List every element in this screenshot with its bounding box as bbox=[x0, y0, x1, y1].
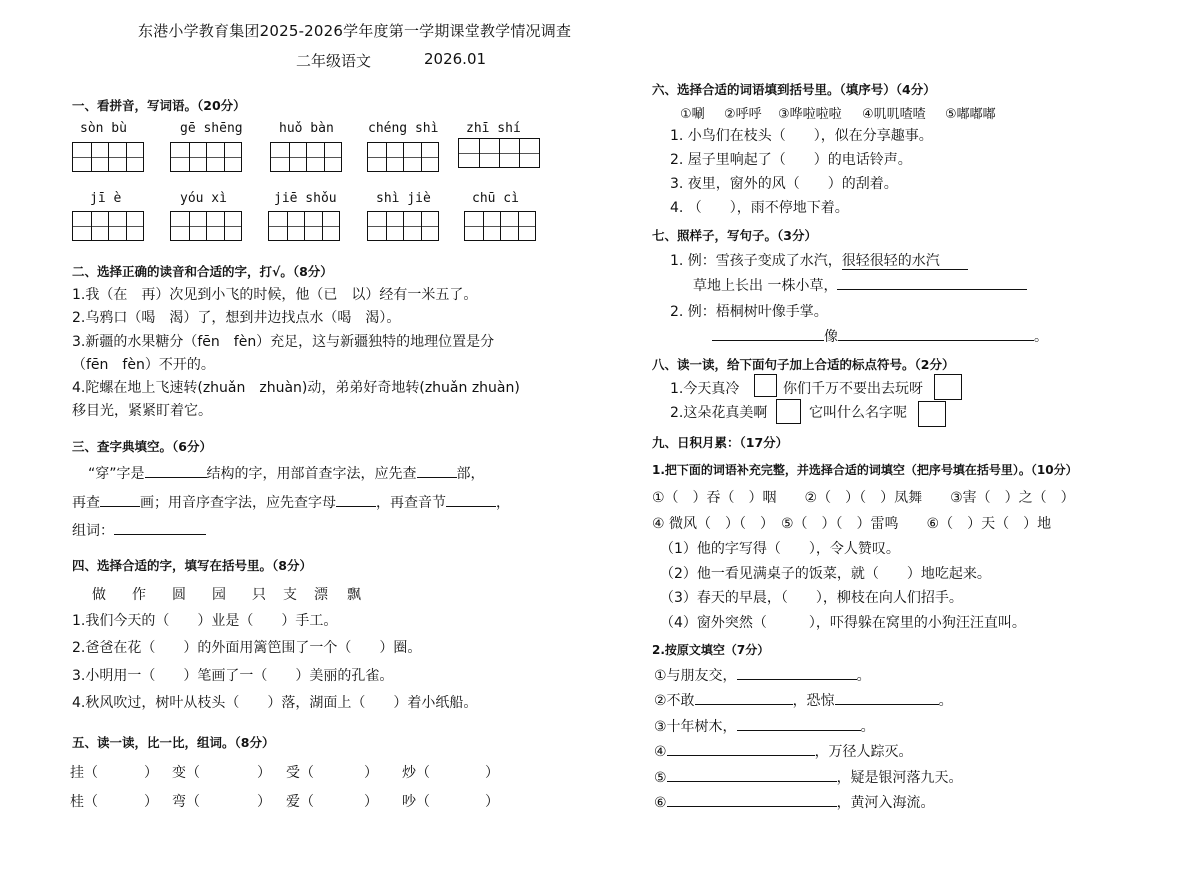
page-title: 东港小学教育集团2025-2026学年度第一学期课堂教学情况调查 bbox=[138, 22, 572, 40]
s9-fill-3 bbox=[654, 716, 875, 736]
s3-text-b: 结构的字，用部首查字法，应先查 bbox=[206, 466, 417, 482]
writing-grid-1[interactable] bbox=[72, 142, 144, 172]
s9-f1-text: ①与朋友交， bbox=[654, 668, 737, 684]
s9-f5-end: ，疑是银河落九天。 bbox=[836, 770, 963, 786]
blank-letter[interactable] bbox=[336, 492, 376, 507]
s4-char-4: 园 bbox=[212, 587, 226, 603]
s2-line-2: 2.乌鸦口（喝 渴）了，想到井边找点水（喝 渴）。 bbox=[72, 310, 401, 326]
s5-row2-a-close: ） bbox=[144, 794, 158, 810]
s4-char-1: 做 bbox=[92, 587, 106, 603]
s5-row1-a: 挂（ bbox=[70, 765, 98, 781]
s3-text-e: 画；用音序查字法，应先查字母 bbox=[140, 495, 336, 511]
s4-char-5: 只 bbox=[252, 587, 266, 603]
s4-line-2: 2.爸爸在花（ ）的外面用篱笆围了一个（ ）圈。 bbox=[72, 640, 422, 656]
s5-row2-c: 爱（ bbox=[286, 794, 314, 810]
s9-f2-mid: ，恐惊 bbox=[792, 693, 835, 709]
s5-row2-d: 吵（ bbox=[402, 794, 430, 810]
s5-row2-c-close: ） bbox=[364, 794, 378, 810]
s4-line-3: 3.小明用一（ ）笔画了一（ ）美丽的孔雀。 bbox=[72, 668, 394, 684]
s9-sub-1: 1.把下面的词语补充完整，并选择合适的词填空（把序号填在括号里）。（10分） bbox=[652, 463, 1078, 477]
s9-fill-2 bbox=[654, 690, 953, 710]
s9-f4-text: ④ bbox=[654, 744, 667, 760]
s9-f6-end: ，黄河入海流。 bbox=[836, 795, 935, 811]
s9-fill-6 bbox=[654, 792, 935, 812]
writing-grid-4[interactable] bbox=[367, 142, 439, 172]
s4-char-8: 飘 bbox=[347, 587, 361, 603]
s5-row1-b: 变（ bbox=[172, 765, 200, 781]
s6-line-3: 3. 夜里，窗外的风（ ）的刮着。 bbox=[670, 176, 898, 192]
blank-strokes[interactable] bbox=[100, 492, 140, 507]
s4-char-2: 作 bbox=[132, 587, 146, 603]
s4-line-1: 1.我们今天的（ ）业是（ ）手工。 bbox=[72, 613, 338, 629]
s3-line-2 bbox=[72, 492, 510, 512]
s8-line-2b: 它叫什么名字呢 bbox=[809, 405, 907, 421]
s3-line-1 bbox=[88, 463, 485, 483]
section-8-title: 八、读一读，给下面句子加上合适的标点符号。（2分） bbox=[652, 357, 955, 372]
s5-row2-d-close: ） bbox=[485, 794, 499, 810]
s3-text-a: “穿”字是 bbox=[88, 466, 145, 482]
section-5-title: 五、读一读，比一比，组词。（8分） bbox=[72, 735, 275, 750]
section-9-title: 九、日积月累：（17分） bbox=[652, 435, 789, 450]
writing-grid-8[interactable] bbox=[268, 211, 340, 241]
section-7-title: 七、照样子，写句子。（3分） bbox=[652, 228, 817, 243]
s6-option-2: ②呼呼 bbox=[724, 107, 762, 122]
s9-f3-end: 。 bbox=[860, 719, 875, 735]
s9-f6-text: ⑥ bbox=[654, 795, 667, 811]
writing-grid-2[interactable] bbox=[170, 142, 242, 172]
s5-row1-b-close: ） bbox=[257, 765, 271, 781]
s9-fill-4 bbox=[654, 741, 913, 761]
pinyin-7: yóu xì bbox=[180, 191, 227, 206]
s2-line-6: 移目光，紧紧盯着它。 bbox=[72, 403, 212, 419]
punctuation-box-3[interactable] bbox=[776, 399, 801, 424]
s5-row2-b: 弯（ bbox=[172, 794, 200, 810]
s7-example-2: 2. 例：梧桐树叶像手掌。 bbox=[670, 304, 828, 320]
s8-line-2a: 2.这朵花真美啊 bbox=[670, 405, 768, 421]
s9-blank-4[interactable] bbox=[667, 741, 815, 756]
s6-line-4: 4. （ ），雨不停地下着。 bbox=[670, 200, 849, 216]
blank-structure[interactable] bbox=[145, 463, 207, 478]
s4-line-4: 4.秋风吹过，树叶从枝头（ ）落，湖面上（ ）着小纸船。 bbox=[72, 695, 478, 711]
section-4-title: 四、选择合适的字，填写在括号里。（8分） bbox=[72, 558, 312, 573]
s9-line-3: （3）春天的早晨，（ ），柳枝在向人们招手。 bbox=[660, 590, 963, 606]
pinyin-8: jiē shǒu bbox=[274, 191, 337, 206]
s8-line-1a: 1.今天真冷 bbox=[670, 381, 740, 397]
s7-ex1-underlined: 很轻很轻的水汽 bbox=[842, 253, 968, 270]
s6-option-3: ③哗啦啦啦 bbox=[778, 107, 842, 122]
s7-l2-end: 。 bbox=[1034, 329, 1048, 345]
blank-radical[interactable] bbox=[417, 463, 457, 478]
s7-l1-text: 草地上长出 一株小草， bbox=[693, 278, 838, 294]
s9-f3-text: ③十年树木， bbox=[654, 719, 737, 735]
s5-row1-a-close: ） bbox=[144, 765, 158, 781]
pinyin-4: chéng shì bbox=[368, 121, 439, 136]
pinyin-3: huǒ bàn bbox=[279, 121, 334, 136]
punctuation-box-2[interactable] bbox=[934, 374, 962, 400]
pinyin-1: sòn bù bbox=[80, 121, 127, 136]
s9-fill-5 bbox=[654, 767, 963, 787]
s5-row1-c-close: ） bbox=[364, 765, 378, 781]
exam-date: 2026.01 bbox=[424, 50, 487, 68]
s7-blank-1[interactable] bbox=[837, 275, 1027, 290]
s5-row2-b-close: ） bbox=[257, 794, 271, 810]
writing-grid-10[interactable] bbox=[464, 211, 536, 241]
pinyin-5: zhī shí bbox=[466, 121, 521, 136]
s6-line-1: 1. 小鸟们在枝头（ ），似在分享趣事。 bbox=[670, 128, 933, 144]
s2-line-1: 1.我（在 再）次见到小飞的时候，他（已 以）经有一米五了。 bbox=[72, 287, 478, 303]
s7-l2-mid: 像 bbox=[824, 329, 838, 345]
s5-row1-c: 受（ bbox=[286, 765, 314, 781]
s7-line-1 bbox=[693, 275, 1027, 295]
s2-line-4: （fēn fèn）不开的。 bbox=[72, 357, 215, 373]
writing-grid-3[interactable] bbox=[270, 142, 342, 172]
pinyin-6: jī è bbox=[90, 191, 122, 206]
section-3-title: 三、查字典填空。（6分） bbox=[72, 439, 212, 454]
blank-syllable[interactable] bbox=[446, 492, 496, 507]
s7-example-1 bbox=[670, 250, 968, 270]
writing-grid-5[interactable] bbox=[458, 138, 540, 168]
section-6-title: 六、选择合适的词语填到括号里。（填序号）（4分） bbox=[652, 82, 936, 97]
s3-text-g: ， bbox=[496, 495, 510, 511]
s4-char-7: 漂 bbox=[314, 587, 328, 603]
s4-char-3: 圆 bbox=[172, 587, 186, 603]
s9-blank-5[interactable] bbox=[667, 767, 837, 782]
s9-blank-2b[interactable] bbox=[835, 690, 939, 705]
s9-f1-end: 。 bbox=[856, 668, 871, 684]
writing-grid-6[interactable] bbox=[72, 211, 144, 241]
s4-char-6: 支 bbox=[283, 587, 297, 603]
section-2-title: 二、选择正确的读音和合适的字，打√。（8分） bbox=[72, 264, 333, 279]
s7-blank-2a[interactable] bbox=[712, 326, 824, 341]
pinyin-9: shì jiè bbox=[376, 191, 431, 206]
s6-line-2: 2. 屋子里响起了（ ）的电话铃声。 bbox=[670, 152, 912, 168]
s9-fill-1 bbox=[654, 665, 871, 685]
s2-line-3: 3.新疆的水果糖分（fēn fèn）充足，这与新疆独特的地理位置是分 bbox=[72, 334, 495, 350]
blank-word[interactable] bbox=[114, 520, 206, 535]
s9-blank-2a[interactable] bbox=[695, 690, 793, 705]
punctuation-box-4[interactable] bbox=[918, 401, 946, 427]
s2-line-5: 4.陀螺在地上飞速转(zhuǎn zhuàn)动，弟弟好奇地转(zhuǎn zhuàn) bbox=[72, 380, 520, 396]
s7-ex1-text: 1. 例：雪孩子变成了水汽， bbox=[670, 253, 842, 269]
pinyin-10: chū cì bbox=[472, 191, 519, 206]
s3-line-3 bbox=[72, 520, 206, 540]
s9-sub-2: 2.按原文填空（7分） bbox=[652, 643, 770, 657]
s3-text-d: 再查 bbox=[72, 495, 100, 511]
s5-row1-d: 炒（ bbox=[402, 765, 430, 781]
s9-line-4: （4）窗外突然（ ），吓得躲在窝里的小狗汪汪直叫。 bbox=[660, 615, 1026, 631]
s9-idiom-row-2: ④ 微风（ ）（ ） ⑤（ ）（ ）雷鸣 ⑥（ ）天（ ）地 bbox=[652, 516, 1052, 532]
s3-text-c: 部， bbox=[456, 466, 485, 482]
s9-f2-end: 。 bbox=[938, 693, 953, 709]
subject-label: 二年级语文 bbox=[296, 52, 372, 70]
s6-option-1: ①唰 bbox=[680, 107, 705, 122]
writing-grid-9[interactable] bbox=[367, 211, 439, 241]
s9-f2-text: ②不敢 bbox=[654, 693, 695, 709]
writing-grid-7[interactable] bbox=[170, 211, 242, 241]
s3-text-h: 组词： bbox=[72, 523, 114, 539]
s8-line-1b: 你们千万不要出去玩呀 bbox=[783, 381, 923, 397]
section-1-title: 一、看拼音，写词语。（20分） bbox=[72, 98, 246, 113]
s3-text-f: ，再查音节 bbox=[376, 495, 446, 511]
s9-blank-6[interactable] bbox=[667, 792, 837, 807]
punctuation-box-1[interactable] bbox=[754, 374, 777, 397]
s9-blank-1[interactable] bbox=[737, 665, 857, 680]
pinyin-2: gē shēng bbox=[180, 121, 243, 136]
s7-blank-2b[interactable] bbox=[838, 326, 1034, 341]
s9-blank-3[interactable] bbox=[737, 716, 861, 731]
s6-option-4: ④叽叽喳喳 bbox=[862, 107, 926, 122]
s6-option-5: ⑤嘟嘟嘟 bbox=[945, 107, 996, 122]
s9-f4-end: ，万径人踪灭。 bbox=[814, 744, 913, 760]
s9-line-1: （1）他的字写得（ ），令人赞叹。 bbox=[660, 541, 900, 557]
s5-row1-d-close: ） bbox=[485, 765, 499, 781]
s9-line-2: （2）他一看见满桌子的饭菜，就（ ）地吃起来。 bbox=[660, 566, 991, 582]
s9-idiom-row-1: ①（ ）吞（ ）咽 ②（ ）（ ）凤舞 ③害（ ）之（ ） bbox=[652, 490, 1075, 506]
s9-f5-text: ⑤ bbox=[654, 770, 667, 786]
s7-line-2 bbox=[712, 326, 1048, 346]
s5-row2-a: 桂（ bbox=[70, 794, 98, 810]
